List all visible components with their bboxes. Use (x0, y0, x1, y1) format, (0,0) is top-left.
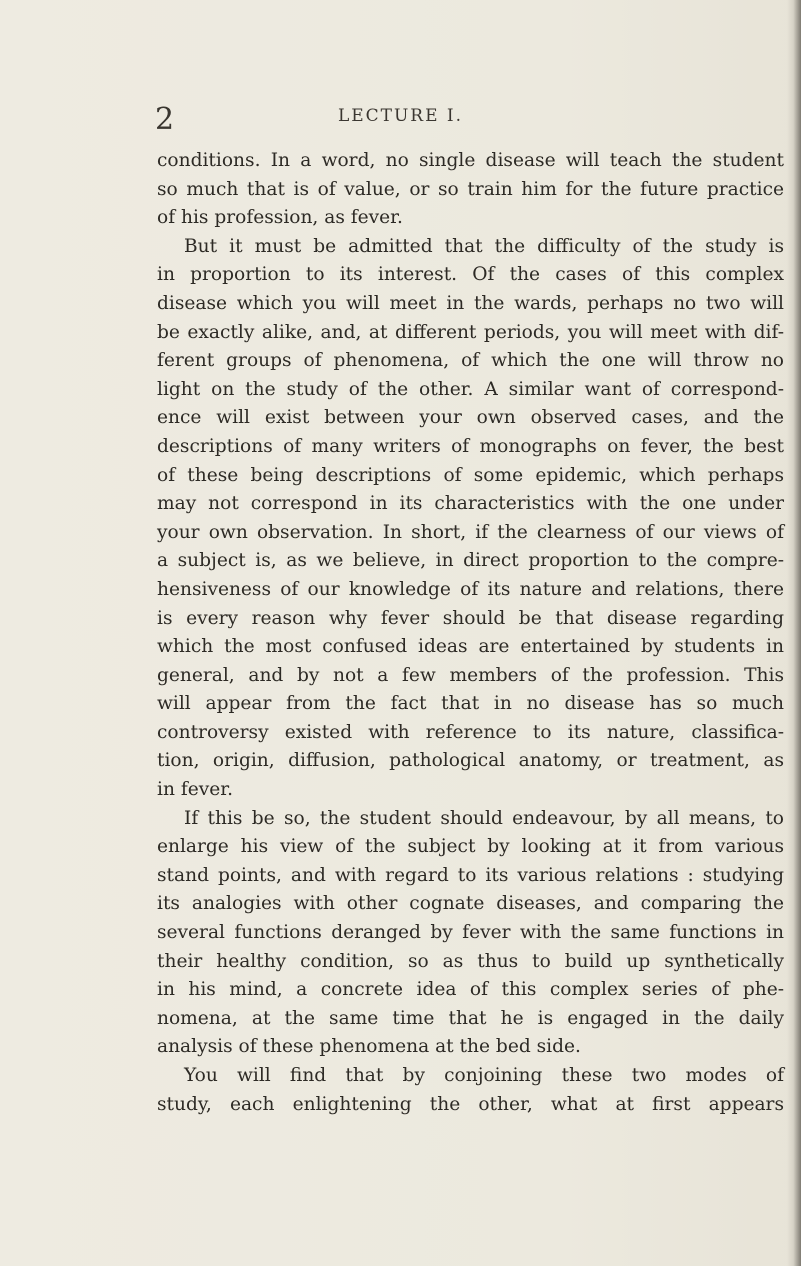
text-line: study, each enlightening the other, what at first appears (157, 1093, 784, 1115)
text-line: a subject is, as we believe, in direct proportion to the compre- (157, 550, 784, 572)
text-line: nomena, at the same time that he is engaged in the daily (157, 1007, 784, 1029)
text-line: descriptions of many writers of monographs on fever, the best (157, 435, 784, 457)
page-number: 2 (155, 102, 175, 137)
text-line: which the most confused ideas are entertained by students in (157, 636, 784, 658)
text-line: your own observation. In short, if the clearness of our views of (157, 521, 784, 543)
text-line: analysis of these phenomena at the bed side. (157, 1036, 581, 1058)
text-line: in his mind, a concrete idea of this complex series of phe- (157, 979, 784, 1001)
text-line: in proportion to its interest. Of the cases of this complex (157, 264, 784, 286)
text-line: several functions deranged by fever with the same functions in (157, 922, 784, 944)
text-line: so much that is of value, or so train him for the future practice (157, 178, 784, 200)
text-line: its analogies with other cognate diseases, and comparing the (157, 893, 784, 915)
text-line: light on the study of the other. A similar want of correspond- (157, 378, 784, 400)
text-line: You will find that by conjoining these two modes of (184, 1065, 784, 1086)
text-line: conditions. In a word, no single disease will teach the student (157, 150, 784, 171)
text-line: in fever. (157, 779, 233, 801)
page-edge-shadow (787, 0, 801, 1266)
text-line: their healthy condition, so as thus to build up synthetically (157, 950, 784, 972)
text-line: is every reason why fever should be that disease regarding (157, 607, 784, 629)
text-line: be exactly alike, and, at different periods, you will meet with dif- (157, 321, 784, 343)
text-line: But it must be admitted that the difficulty of the study is (184, 235, 784, 257)
text-line: If this be so, the student should endeavour, by all means, to (184, 807, 784, 829)
text-line: enlarge his view of the subject by looking at it from various (157, 836, 784, 858)
text-line: may not correspond in its characteristics with the one under (157, 493, 784, 515)
text-line: general, and by not a few members of the profession. This (157, 664, 784, 686)
text-line: of his profession, as fever. (157, 207, 403, 229)
text-line: controversy existed with reference to its nature, classifica- (157, 721, 784, 743)
text-line: stand points, and with regard to its various relations : studying (157, 864, 784, 886)
running-head: LECTURE I. (337, 106, 464, 126)
text-line: tion, origin, diffusion, pathological anatomy, or treatment, as (157, 750, 784, 772)
text-line: hensiveness of our knowledge of its nature and relations, there (157, 578, 784, 600)
page-header (0, 100, 801, 140)
text-line: ence will exist between your own observed cases, and the (157, 407, 784, 429)
text-line: disease which you will meet in the wards, perhaps no two will (157, 292, 784, 314)
text-line: will appear from the fact that in no disease has so much (157, 693, 784, 715)
text-line: ferent groups of phenomena, of which the one will throw no (157, 350, 784, 372)
body-text (157, 147, 784, 1119)
text-line: of these being descriptions of some epidemic, which perhaps (157, 464, 784, 486)
